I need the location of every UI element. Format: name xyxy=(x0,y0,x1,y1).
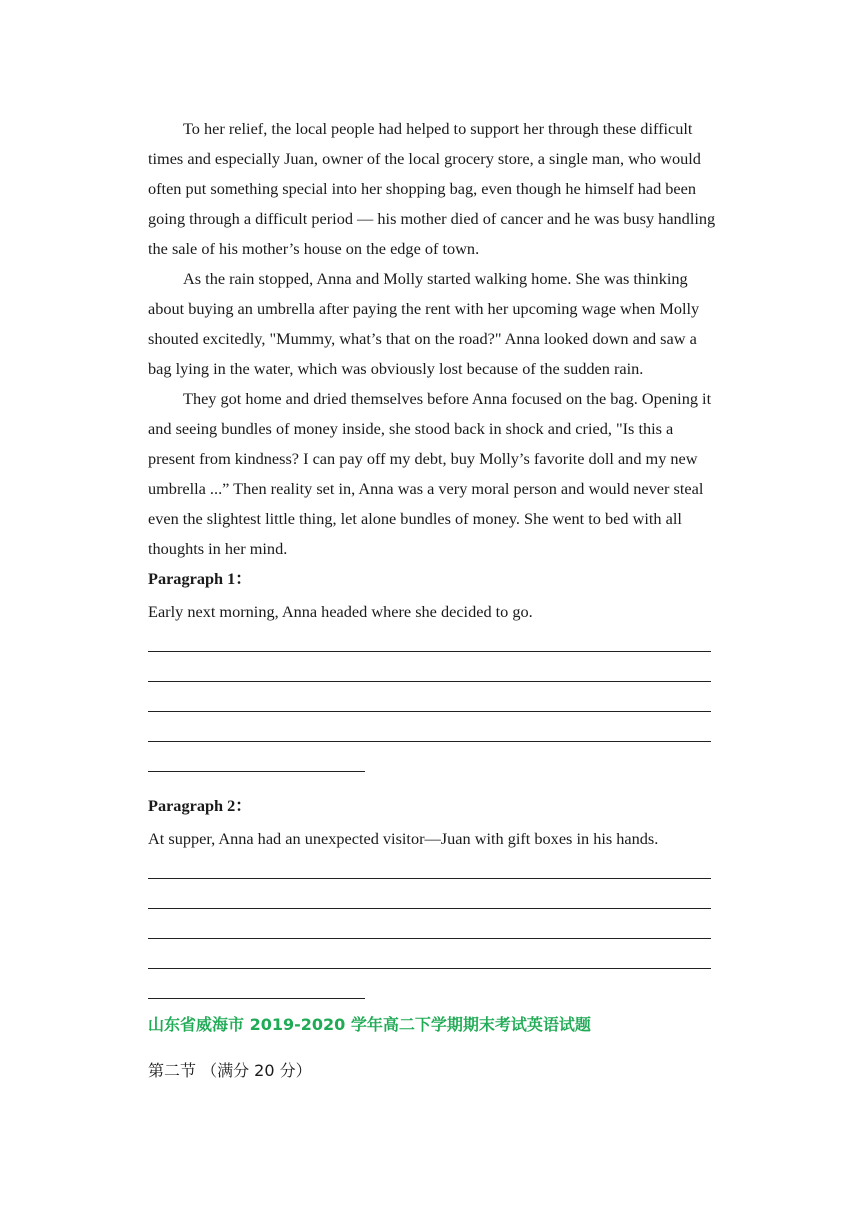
story-paragraph-1: To her relief, the local people had helped to support her through these difficult times and especially Juan, owner of the local grocery store, a single man, who would often put something special into her shopping bag, even though he himself had been going through a difficult period — his mother died of cancer and he was busy handling the sale of his mother’s house on the edge of town. xyxy=(148,119,716,258)
story-paragraph-3: They got home and dried themselves before Anna focused on the bag. Opening it and seeing bundles of money inside, she stood back in shock and cried, "Is this a present from kindness? I can pay off my debt, buy Molly’s favorite doll and my new umbrella ...” Then reality set in, Anna was a very moral person and would never steal even the slightest little thing, let alone bundles of money. She went to bed with all thoughts in her mind. xyxy=(148,389,712,558)
writing-line[interactable] xyxy=(148,659,718,689)
story-paragraph-2: As the rain stopped, Anna and Molly started walking home. She was thinking about buying an umbrella after paying the rent with her upcoming wage when Molly shouted excitedly, "Mummy, what’s that on the road?" Anna looked down and saw a bag lying in the water, which was obviously lost because of the sudden rain. xyxy=(148,269,700,378)
paragraph-1-heading: Paragraph 1： xyxy=(148,569,252,588)
writing-line[interactable] xyxy=(148,916,718,946)
document-content xyxy=(148,114,718,1086)
writing-line[interactable] xyxy=(148,856,718,886)
writing-line[interactable] xyxy=(148,719,718,749)
paragraph-1-prompt: Early next morning, Anna headed where she decided to go. xyxy=(148,602,533,621)
section-heading: 第二节 （满分 20 分） xyxy=(148,1061,312,1080)
writing-line[interactable] xyxy=(148,886,718,916)
paragraph-2-heading: Paragraph 2： xyxy=(148,796,252,815)
writing-line[interactable] xyxy=(148,689,718,719)
writing-line-short[interactable] xyxy=(148,749,718,779)
writing-line[interactable] xyxy=(148,946,718,976)
writing-line-short[interactable] xyxy=(148,976,718,1006)
paragraph-2-writing-lines xyxy=(148,856,718,1006)
writing-line[interactable] xyxy=(148,629,718,659)
paragraph-1-writing-lines xyxy=(148,629,718,779)
source-title: 山东省威海市 2019-2020 学年高二下学期期末考试英语试题 xyxy=(148,1015,591,1034)
paragraph-2-prompt: At supper, Anna had an unexpected visitor—Juan with gift boxes in his hands. xyxy=(148,829,659,848)
